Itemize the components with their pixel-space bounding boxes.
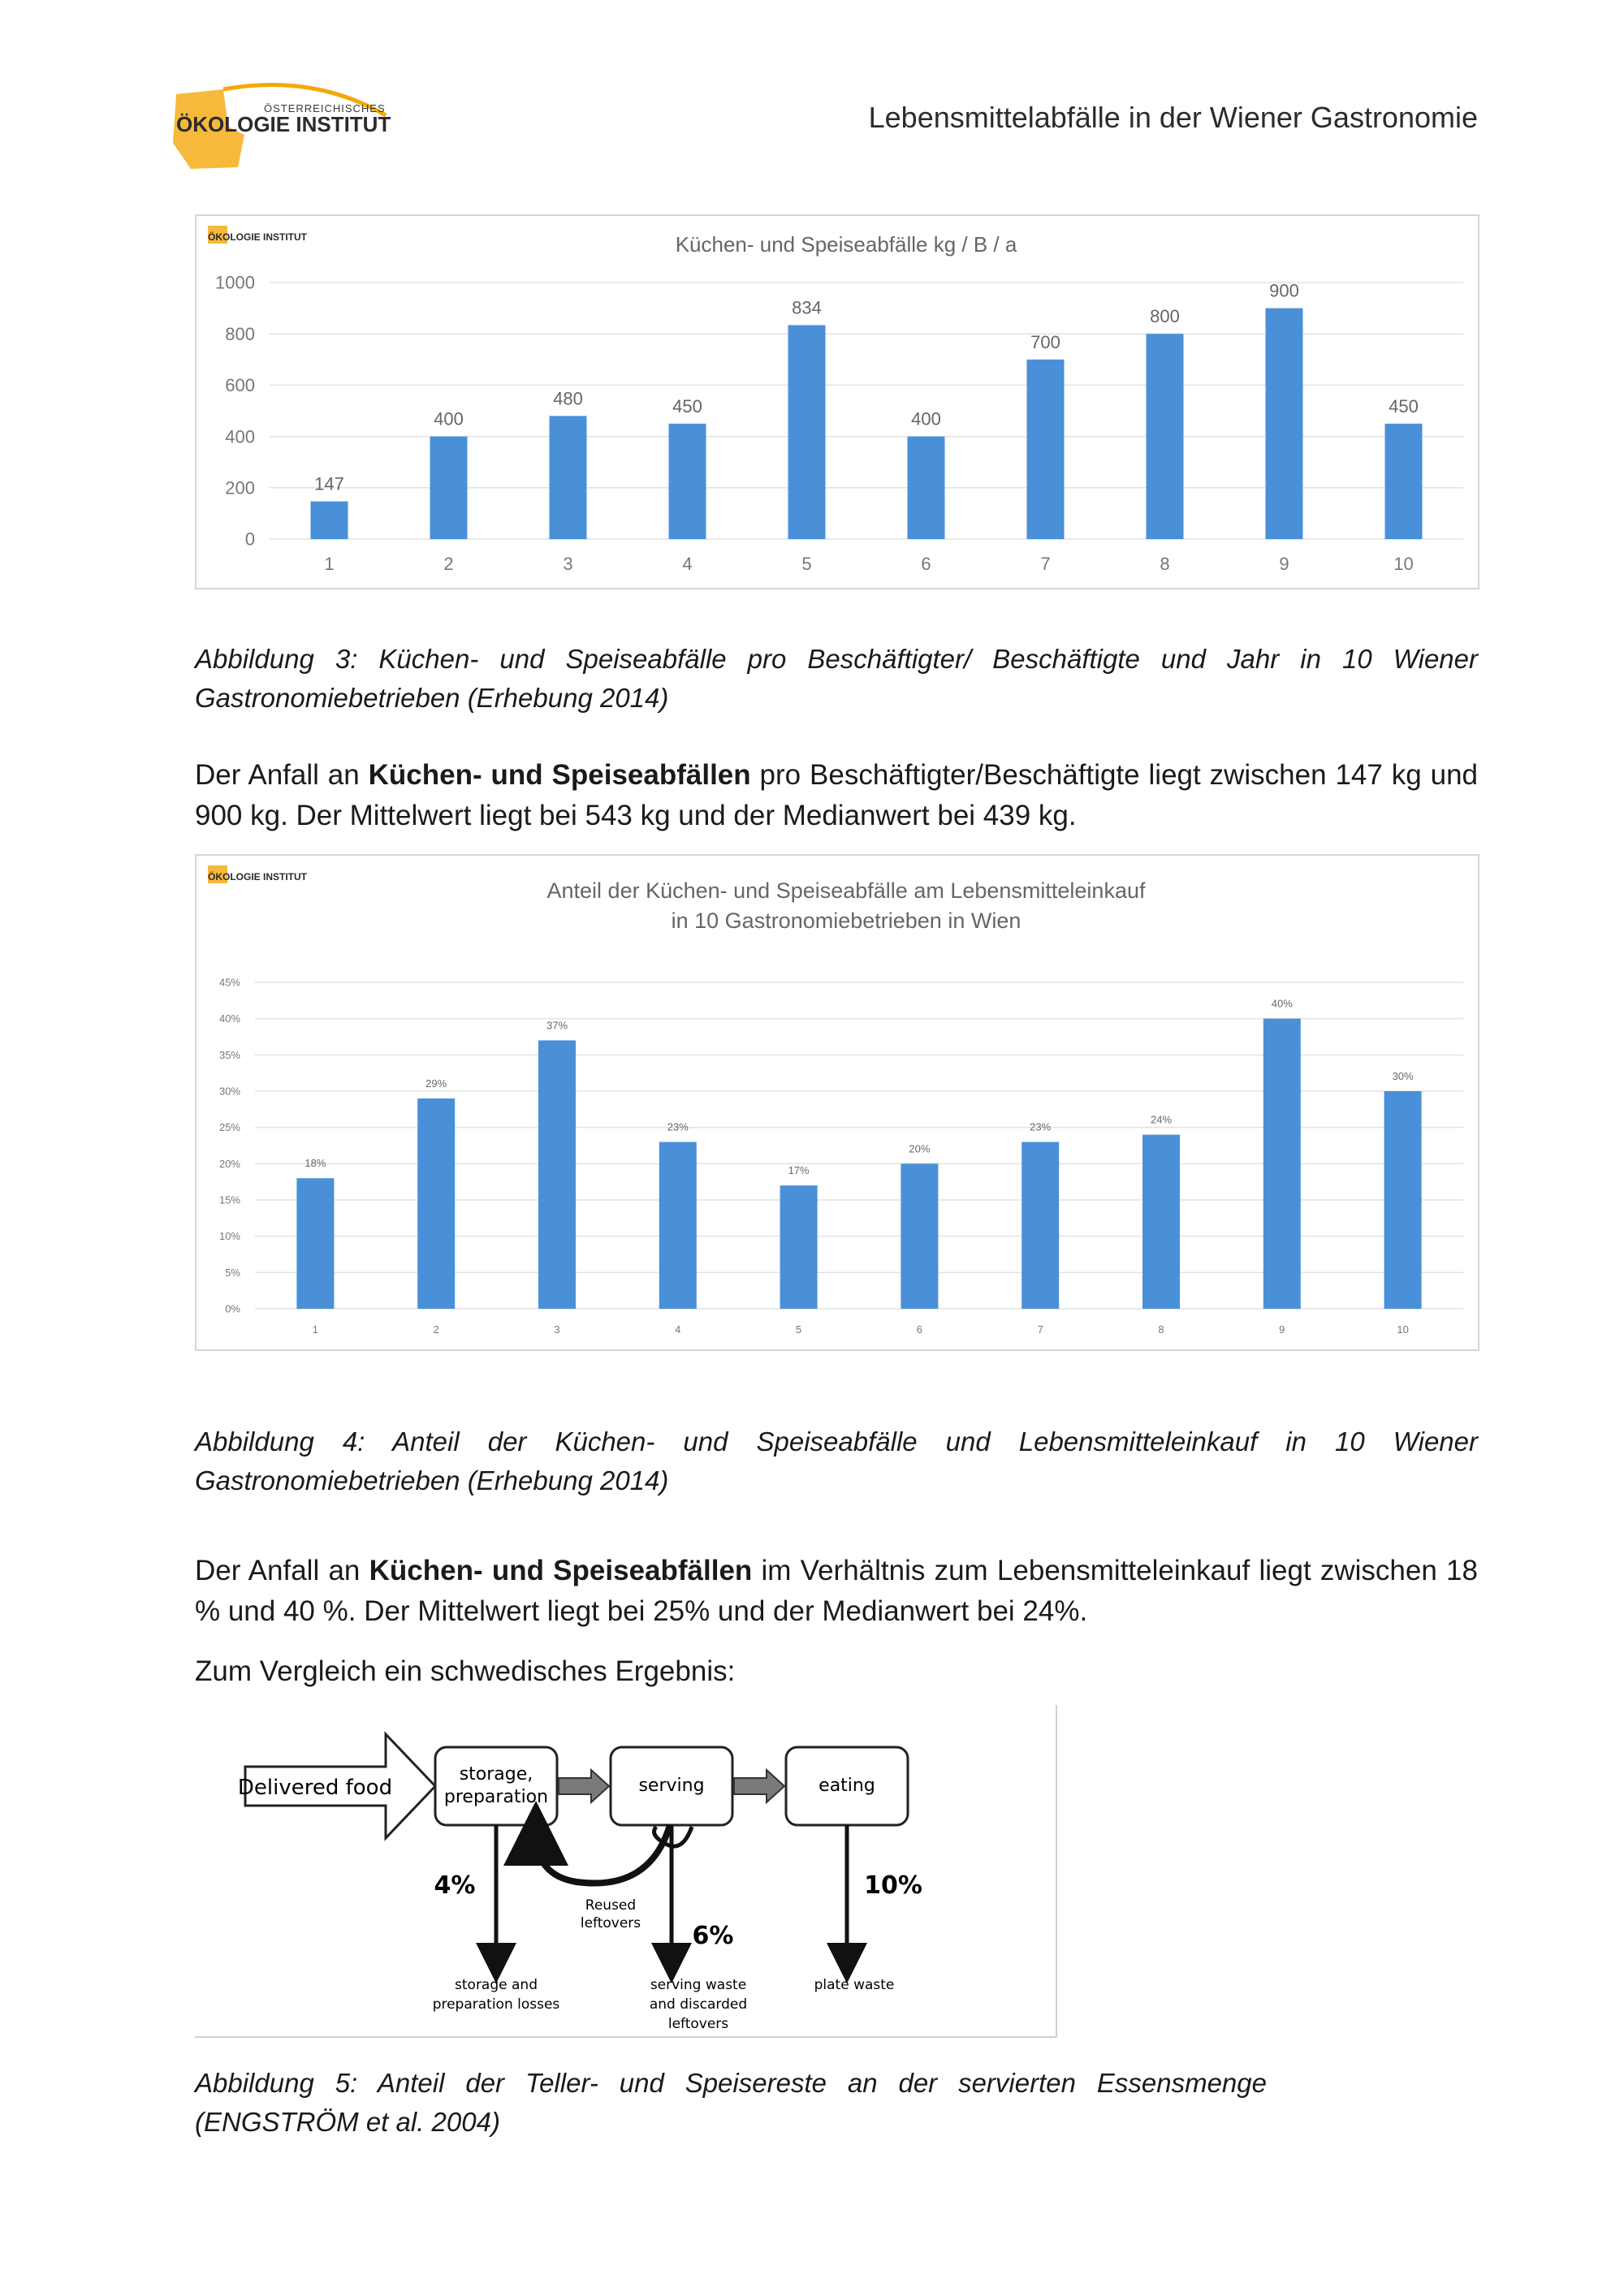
x-tick-label: 2 [433,1323,439,1336]
figure-3-chart-frame [195,214,1479,589]
data-label: 800 [1150,306,1180,327]
serving-loss-label-1: serving waste [650,1977,747,1993]
bar [1021,1142,1059,1309]
data-label: 20% [909,1142,931,1155]
x-tick-label: 1 [324,554,335,574]
storage-box [435,1747,557,1825]
paragraph-2-pre: Der Anfall an [195,1555,369,1586]
bar [901,1163,938,1309]
eating-loss-label: plate waste [814,1977,895,1993]
bar [311,502,348,539]
logo-top-text: ÖSTERREICHISCHES [264,102,386,114]
x-tick-label: 2 [443,554,454,574]
reused-leftovers-arrow [536,1825,670,1884]
storage-loss-label-1: storage and [455,1977,538,1993]
data-label: 18% [304,1157,326,1170]
data-label: 900 [1269,280,1299,301]
x-tick-label: 7 [1037,1323,1043,1336]
x-tick-label: 8 [1160,554,1170,574]
logo-main-text: ÖKOLOGIE INSTITUT [176,112,391,136]
bar [296,1178,334,1309]
bar [1142,1135,1180,1309]
bar [1385,424,1423,539]
chart-logo-text: ÖKOLOGIE INSTITUT [208,871,307,883]
data-label: 30% [1392,1070,1414,1082]
data-label: 147 [314,473,344,494]
data-label: 700 [1030,331,1060,352]
bar [1384,1091,1422,1309]
chart-title-line-2: in 10 Gastronomiebetrieben in Wien [671,908,1021,933]
x-tick-label: 10 [1397,1323,1409,1336]
reused-label-2: leftovers [580,1915,641,1931]
chart-logo-text: ÖKOLOGIE INSTITUT [208,231,307,243]
bar [788,325,826,539]
y-tick-label: 1000 [215,272,255,293]
x-tick-label: 1 [312,1323,319,1336]
x-tick-label: 3 [554,1323,560,1336]
figure-5-caption: Abbildung 5: Anteil der Teller- und Speisereste an der servierten Essensmenge (ENGSTRÖM et al. 2004) [195,2068,1267,2137]
bar [538,1040,576,1309]
x-tick-label: 9 [1279,1323,1285,1336]
y-tick-label: 5% [225,1266,240,1279]
data-label: 400 [911,408,941,429]
y-tick-label: 20% [218,1157,240,1170]
bar [430,437,468,539]
chart-title: Küchen- und Speiseabfälle kg / B / a [675,232,1017,257]
data-label: 23% [667,1120,689,1133]
logo-graphic [166,78,410,174]
arrow-storage-to-serving [559,1770,609,1802]
pct-serving: 6% [692,1922,734,1950]
storage-loss-label-2: preparation losses [432,1996,560,2013]
x-tick-label: 5 [801,554,812,574]
arrow-serving-to-eating [734,1770,784,1802]
paragraph-1-bold: Küchen- und Speiseabfällen [368,759,751,791]
y-tick-label: 10% [218,1230,240,1243]
figure-4-caption: Abbildung 4: Anteil der Küchen- und Speiseabfälle und Lebensmitteleinkauf in 10 Wiener Gastronomiebetrieben (Erhebung 2014) [195,1426,1478,1495]
x-tick-label: 8 [1158,1323,1164,1336]
pct-storage: 4% [434,1871,476,1900]
chart-logo [208,865,308,883]
waste-share-percent-chart [197,856,1478,1349]
bar [1266,309,1303,539]
eating-label: eating [818,1776,875,1796]
storage-label-1: storage, [459,1764,533,1785]
bar [1147,334,1184,539]
paragraph-share-range [195,1551,1478,1632]
y-tick-label: 25% [218,1121,240,1134]
x-tick-label: 4 [675,1323,681,1336]
figure-4-chart-frame [195,854,1479,1351]
x-tick-label: 7 [1040,554,1051,574]
chart-title-line-1: Anteil der Küchen- und Speiseabfälle am Lebensmitteleinkauf [546,878,1146,903]
page-header-title: Lebensmittelabfälle in der Wiener Gastronomie [868,101,1478,134]
y-tick-label: 15% [218,1193,240,1206]
bar [1027,360,1065,539]
reused-label-1: Reused [585,1897,637,1914]
data-label: 450 [1389,395,1419,416]
y-tick-label: 40% [218,1012,240,1025]
data-label: 24% [1150,1113,1173,1126]
y-tick-label: 0 [244,529,255,550]
bar [908,437,945,539]
y-tick-label: 800 [225,323,255,344]
data-label: 29% [425,1077,447,1090]
paragraph-2-post: im Verhältnis zum Lebensmitteleinkauf liegt zwischen 18 % und 40 %. Der Mittelwert liegt bei 25% und der Medianwert bei 24%. [195,1555,1478,1627]
x-tick-label: 9 [1279,554,1289,574]
bar [669,424,706,539]
pct-eating: 10% [864,1871,922,1900]
food-flow-diagram [195,1705,1056,2036]
serving-loss-label-2: and discarded [649,1996,748,2013]
chart-logo [208,226,308,244]
data-label: 40% [1271,997,1293,1010]
x-tick-label: 4 [682,554,693,574]
bar [659,1142,697,1309]
figure-3-caption: Abbildung 3: Küchen- und Speiseabfälle pro Beschäftigter/ Beschäftigte und Jahr in 10 Wiener Gastronomiebetrieben (Erhebung 2014) [195,644,1478,713]
x-tick-label: 5 [795,1323,802,1336]
data-label: 480 [553,388,583,409]
y-tick-label: 400 [225,426,255,447]
data-label: 23% [1030,1120,1052,1133]
institute-logo [166,78,410,174]
x-tick-label: 6 [916,1323,923,1336]
data-label: 834 [792,297,822,318]
data-label: 400 [434,408,464,429]
data-label: 37% [546,1019,568,1032]
y-tick-label: 30% [218,1085,240,1098]
x-tick-label: 6 [921,554,931,574]
figure-5-flow-diagram [195,1705,1057,2038]
y-tick-label: 600 [225,375,255,396]
y-tick-label: 200 [225,477,255,498]
bar [1263,1019,1301,1309]
y-tick-label: 0% [225,1302,240,1315]
x-tick-label: 3 [563,554,573,574]
serving-loss-label-3: leftovers [667,2016,729,2032]
paragraph-1-pre: Der Anfall an [195,759,369,791]
storage-label-2: preparation [443,1787,549,1807]
kitchen-waste-kg-chart [197,216,1478,588]
bar [780,1185,818,1309]
paragraph-1-post: pro Beschäftigter/Beschäftigte liegt zwischen 147 kg und 900 kg. Der Mittelwert liegt bei 543 kg und der Medianwert bei 439 kg. [195,759,1478,831]
paragraph-waste-range [195,755,1478,836]
serving-label: serving [638,1776,705,1796]
data-label: 450 [672,395,702,416]
bar [417,1098,455,1309]
x-tick-label: 10 [1393,554,1414,574]
delivered-food-label: Delivered food [237,1776,393,1800]
bar [550,416,587,539]
paragraph-2-bold: Küchen- und Speiseabfällen [369,1555,753,1586]
y-tick-label: 35% [218,1048,240,1061]
y-tick-label: 45% [218,976,240,989]
data-label: 17% [788,1164,810,1177]
paragraph-swedish-intro: Zum Vergleich ein schwedisches Ergebnis: [195,1655,736,1687]
